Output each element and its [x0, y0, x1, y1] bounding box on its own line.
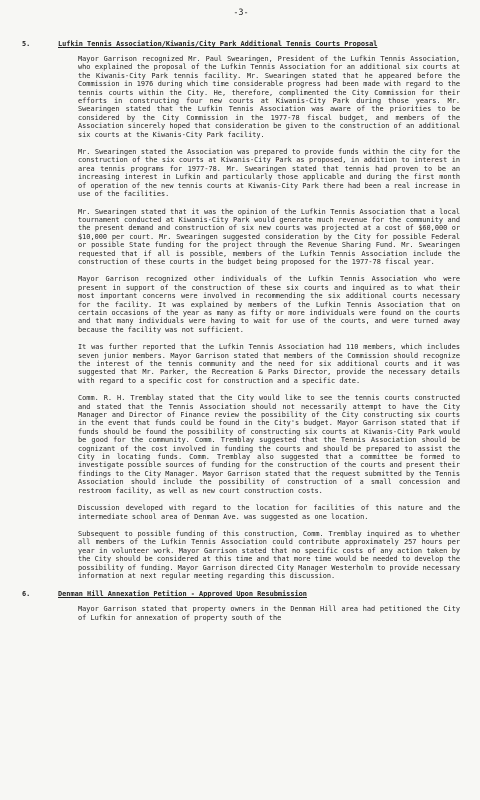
agenda-item-heading [22, 40, 460, 49]
page-number: -3- [233, 8, 249, 18]
body-paragraph: Mayor Garrison stated that property owners in the Denman Hill area had petitioned the City of Lufkin for annexation of property south of the [78, 605, 460, 622]
agenda-item-number: 5. [22, 40, 31, 48]
body-paragraph: Mr. Swearingen stated the Association was prepared to provide funds within the city for the construction of the six courts at Kiwanis-City Park as proposed, in addition to interest in area tennis programs for 1977-78. Mr. Swearingen stated that tennis had proven to be an increasing interest in Lufkin and particularly those applicable and during the first month of operation of the new tennis courts at Kiwanis-City Park there had been a real increase in use of the facilities. [78, 148, 460, 199]
body-paragraph: Subsequent to possible funding of this construction, Comm. Tremblay inquired as to whether all members of the Lufkin Tennis Association could contribute approximately 257 hours per year in volunteer work. Mayor Garrison stated that no specific costs of any action taken by the City should be considered at this time and that more time would be needed to develop the possibility of funding. Mayor Garrison directed City Manager Westerholm to provide necessary information at next regular meeting regarding this discussion. [78, 529, 460, 580]
agenda-item-heading [22, 590, 460, 599]
body-paragraph: It was further reported that the Lufkin Tennis Association had 110 members, which includes seven junior members. Mayor Garrison stated that members of the Commission should recognize the interest of the tennis community and the need for six additional courts and it was suggested that Mr. Parker, the Recreation & Parks Director, provide the necessary details with regard to a specific cost for construction and a specific date. [78, 343, 460, 385]
body-paragraph: Mayor Garrison recognized other individuals of the Lufkin Tennis Association who were present in support of the construction of these six courts and inquired as to what their most important concerns were involved in recommending the six additional courts necessary for the facility. It was explained by members of the Lufkin Tennis Association that on certain occasions of the year as many as fifty or more individuals were found on the courts and that many individuals were having to wait for use of the courts, and were turned away because the facility was not sufficient. [78, 275, 460, 334]
agenda-item-title: Lufkin Tennis Association/Kiwanis/City Park Additional Tennis Courts Proposal [58, 40, 378, 48]
agenda-item-title: Denman Hill Annexation Petition - Approved Upon Resubmission [58, 590, 307, 599]
body-paragraph: Comm. R. H. Tremblay stated that the City would like to see the tennis courts constructed and stated that the Tennis Association should not necessarily attempt to have the City Manager and Director of Finance review the possibility of the City constructing six courts in the event that funds could be found in the City's budget. Mayor Garrison stated that if funds should be found the possibility of constructing six courts at Kiwanis-City Park would be good for the community. Comm. Tremblay suggested that the Tennis Association should be cognizant of the cost involved in funding the courts and should be prepared to assist the City in locating funds. Comm. Tremblay also suggested that a committee be formed to investigate possible sources of funding for the construction of the courts and present their findings to the City Manager. Mayor Garrison stated that the request submitted by the Tennis Association should include the possibility of construction of a small concession and restroom facility, as well as new court construction costs. [78, 394, 460, 495]
body-paragraph: Mr. Swearingen stated that it was the opinion of the Lufkin Tennis Association that a local tournament conducted at Kiwanis-City Park would generate much revenue for the community and the present demand and construction of six new courts was projected at a cost of $60,000 or $10,000 per court. Mr. Swearingen suggested consideration by the City for possible Federal or possible State funding for the project through the Revenue Sharing Fund. Mr. Swearingen requested that if all is possible, members of the Lufkin Tennis Association include the construction of these courts in the budget being proposed for the 1977-78 fiscal year. [78, 207, 460, 266]
body-paragraph: Mayor Garrison recognized Mr. Paul Swearingen, President of the Lufkin Tennis Association, who explained the proposal of the Lufkin Tennis Association for an additional six courts at the Kiwanis-City Park tennis facility. Mr. Swearingen stated that he appeared before the Commission in 1976 during which time considerable progress had been made with regard to the tennis courts within the City. He, therefore, complimented the City Commission for their efforts in constructing four new courts at Kiwanis-City Park during those years. Mr. Swearingen stated that the Lufkin Tennis Association was aware of the priorities to be considered by the City Commission in the 1977-78 fiscal budget, and members of the Association sincerely hoped that consideration be given to the construction of an additional six courts at the Kiwanis-City Park facility. [78, 55, 460, 139]
agenda-item-number: 6. [22, 590, 31, 599]
body-paragraph: Discussion developed with regard to the location for facilities of this nature and the intermediate school area of Denman Ave. was suggested as one location. [78, 504, 460, 521]
